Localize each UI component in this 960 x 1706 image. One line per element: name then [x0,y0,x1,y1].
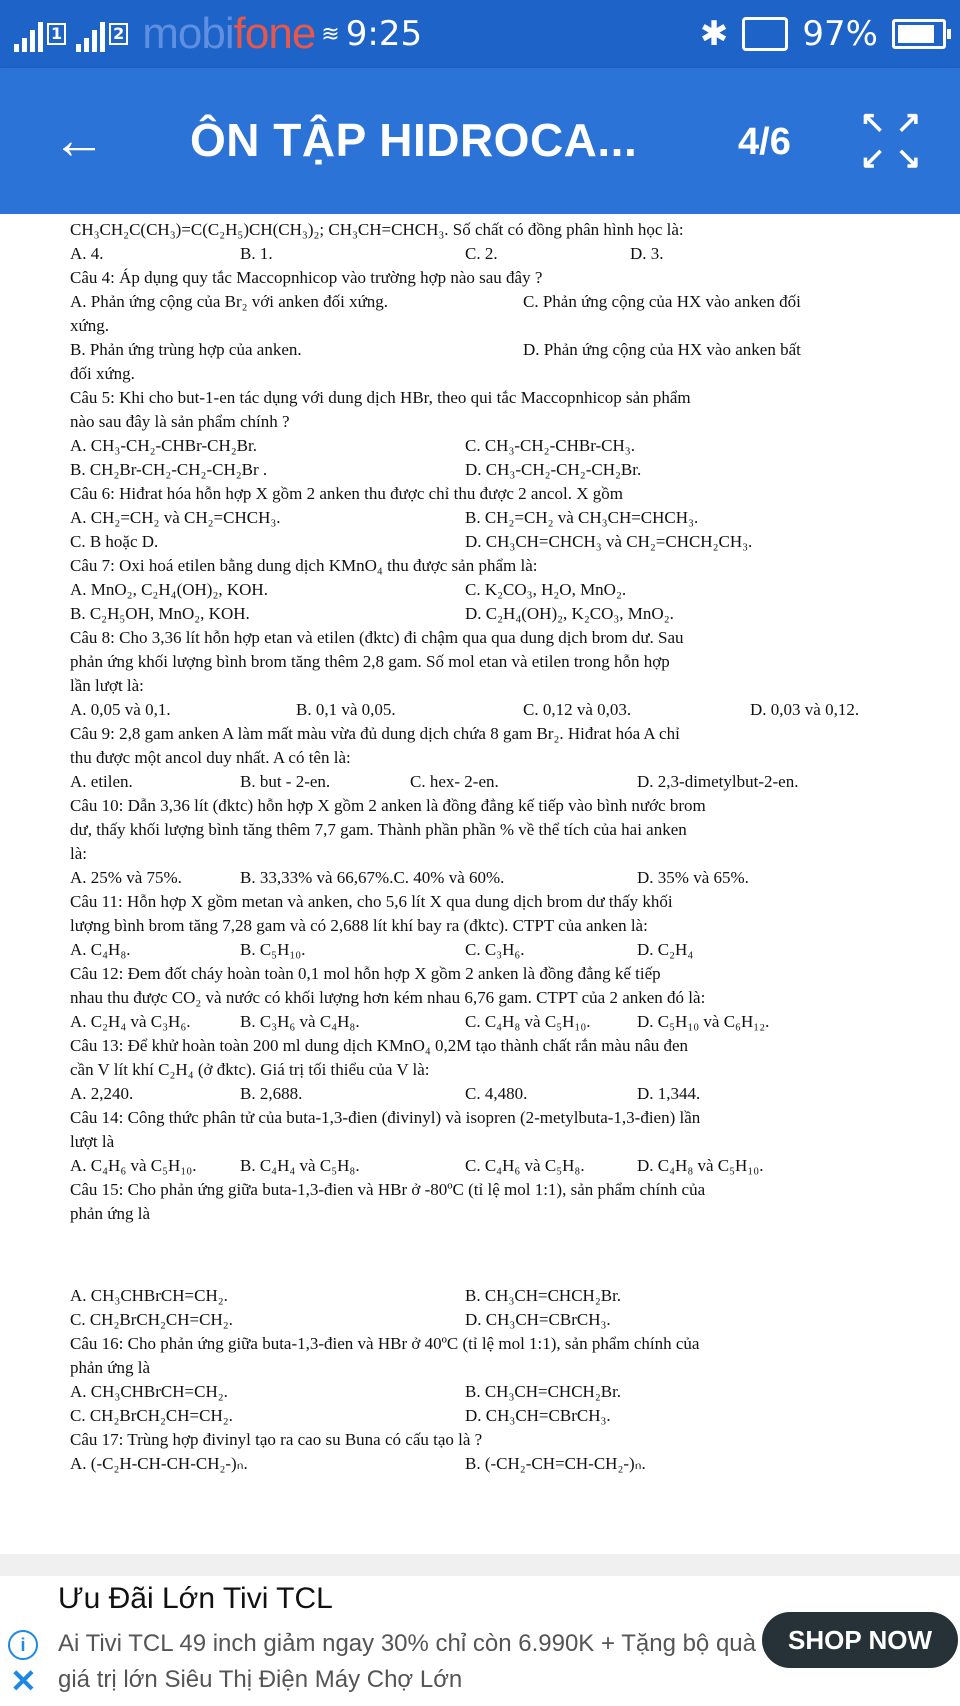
line-segment: Câu 7: Oxi hoá etilen bằng dung dịch KMnO₄ thu được sản phẩm là: [70,556,538,575]
line-segment: B. C₂H₅OH, MnO₂, KOH. [70,604,250,623]
line-segment: C. CH₃-CH₂-CHBr-CH₃. [465,436,635,455]
line-segment: lượt là [70,1132,115,1151]
document-line [70,410,900,434]
line-segment: B. but - 2-en. [240,772,331,791]
line-segment: D. CH₃-CH₂-CH₂-CH₂Br. [465,460,642,479]
info-icon[interactable]: i [8,1630,38,1660]
line-segment: B. CH₃CH=CHCH₂Br. [465,1286,622,1305]
document-line [70,1106,900,1130]
document-line [70,578,900,602]
line-segment: nào sau đây là sản phẩm chính ? [70,412,290,431]
document-line [70,1154,900,1178]
fullscreen-icon[interactable]: ↖ ↗ ↙ ↘ [860,106,922,175]
document-line [70,890,900,914]
document-line [70,818,900,842]
document-line [70,530,900,554]
line-segment: D. 0,03 và 0,12. [750,700,860,719]
line-segment: D. C₅H₁₀ và C₆H₁₂. [637,1012,770,1031]
line-segment: lượng bình brom tăng 7,28 gam và có 2,688 lít khí bay ra (đktc). CTPT của anken là: [70,916,648,935]
line-segment: B. CH₂Br-CH₂-CH₂-CH₂Br . [70,460,268,479]
page-indicator: 4/6 [738,121,791,163]
document-line [70,986,900,1010]
ad-banner[interactable] [0,1576,960,1706]
shop-now-button[interactable]: SHOP NOW [762,1612,958,1668]
document-line [70,1308,900,1332]
line-segment: D. CH₃CH=CHCH₃ và CH₂=CHCH₂CH₃. [465,532,753,551]
document-line [70,1202,900,1284]
document-line [70,290,900,314]
line-segment: A. CH₃CHBrCH=CH₂. [70,1286,228,1305]
line-segment: B. C₅H₁₀. [240,940,306,959]
line-segment: C. C₄H₈ và C₅H₁₀. [465,1012,591,1031]
line-segment: A. 0,05 và 0,1. [70,700,171,719]
line-segment: A. CH₃-CH₂-CHBr-CH₂Br. [70,436,257,455]
signal2-icon [76,16,105,52]
document-line [70,698,900,722]
document-title: ÔN TẬP HIDROCA... [190,114,638,166]
document-page[interactable] [0,214,960,1554]
line-segment: thu được một ancol duy nhất. A có tên là: [70,748,351,767]
line-segment: C. C₄H₆ và C₅H₈. [465,1156,585,1175]
line-segment: B. 1. [240,244,273,263]
document-line [70,1452,900,1476]
document-line [70,770,900,794]
line-segment: C. 0,12 và 0,03. [523,700,632,719]
document-line [70,1428,900,1452]
line-segment: D. C₂H₄(OH)₂, K₂CO₃, MnO₂. [465,604,674,623]
close-icon[interactable]: ✕ [10,1663,37,1699]
document-line [70,794,900,818]
line-segment: D. CH₃CH=CBrCH₃. [465,1310,611,1329]
line-segment: C. Phản ứng cộng của HX vào anken đối [523,292,801,311]
document-line [70,482,900,506]
app-bar [0,68,960,214]
line-segment: Câu 8: Cho 3,36 lít hỗn hợp etan và etilen (đktc) đi chậm qua qua dung dịch brom dư. Sau [70,628,684,647]
line-segment: A. C₂H₄ và C₃H₆. [70,1012,191,1031]
document-line [70,866,900,890]
ad-title[interactable]: Ưu Đãi Lớn Tivi TCL [58,1582,333,1615]
line-segment: D. 3. [630,244,664,263]
line-segment: phản ứng khối lượng bình brom tăng thêm 2,8 gam. Số mol etan và etilen trong hỗn hợp [70,652,670,671]
document-line [70,1010,900,1034]
line-segment: CH₃CH₂C(CH₃)=C(C₂H₅)CH(CH₃)₂; CH₃CH=CHCH₃. Số chất có đồng phân hình học là: [70,220,684,239]
line-segment: A. 25% và 75%. [70,868,182,887]
line-segment: A. CH₃CHBrCH=CH₂. [70,1382,228,1401]
carrier-logo: mobifone [142,9,316,58]
document-line [70,338,900,362]
line-segment: Câu 9: 2,8 gam anken A làm mất màu vừa đủ dung dịch chứa 8 gam Br₂. Hiđrat hóa A chỉ [70,724,680,743]
sim2-badge: 2 [109,23,128,45]
line-segment: A. etilen. [70,772,133,791]
document-line [70,1130,900,1154]
cast-icon [742,17,788,51]
line-segment: A. 2,240. [70,1084,134,1103]
line-segment: C. CH₂BrCH₂CH=CH₂. [70,1310,233,1329]
document-line [70,938,900,962]
document-line [70,1356,900,1380]
line-segment: B. 0,1 và 0,05. [296,700,396,719]
line-segment: C. 2. [465,244,498,263]
line-segment: A. C₄H₆ và C₅H₁₀. [70,1156,197,1175]
line-segment: Câu 6: Hiđrat hóa hỗn hợp X gồm 2 anken thu được chỉ thu được 2 ancol. X gồm [70,484,623,503]
line-segment: D. C₂H₄ [637,940,694,959]
status-bar [0,0,960,68]
line-segment: Câu 4: Áp dụng quy tắc Maccopnhicop vào trường hợp nào sau đây ? [70,268,543,287]
back-arrow-icon[interactable]: ← [52,110,106,170]
line-segment: D. CH₃CH=CBrCH₃. [465,1406,611,1425]
line-segment: A. MnO₂, C₂H₄(OH)₂, KOH. [70,580,268,599]
document-line [70,962,900,986]
line-segment: C. 4,480. [465,1084,528,1103]
line-segment: lần lượt là: [70,676,144,695]
line-segment: B. 2,688. [240,1084,303,1103]
line-segment: C. hex- 2-en. [410,772,499,791]
document-line [70,506,900,530]
line-segment: cần V lít khí C₂H₄ (ở đktc). Giá trị tối thiểu của V là: [70,1060,430,1079]
document-line [70,1178,900,1202]
battery-percent: 97% [802,14,878,54]
document-line [70,1082,900,1106]
line-segment: Câu 10: Dẫn 3,36 lít (đktc) hỗn hợp X gồm 2 anken là đồng đẳng kế tiếp vào bình nước brom [70,796,706,815]
line-segment: Câu 13: Để khử hoàn toàn 200 ml dung dịch KMnO₄ 0,2M tạo thành chất rắn màu nâu đen [70,1036,689,1055]
document-line [70,1034,900,1058]
line-segment: C. C₃H₆. [465,940,525,959]
line-segment: B. (-CH₂-CH=CH-CH₂-)ₙ. [465,1454,646,1473]
clock: 9:25 [345,14,423,54]
document-line [70,266,900,290]
document-line [70,626,900,650]
line-segment: A. C₄H₈. [70,940,131,959]
line-segment: phản ứng là [70,1204,151,1223]
line-segment: C. K₂CO₃, H₂O, MnO₂. [465,580,627,599]
line-segment: phản ứng là [70,1358,151,1377]
line-segment: nhau thu được CO₂ và nước có khối lượng hơn kém nhau 6,76 gam. CTPT của 2 anken đó là: [70,988,706,1007]
sim1-badge: 1 [47,23,66,45]
document-line [70,1284,900,1308]
ad-description[interactable]: Ai Tivi TCL 49 inch giảm ngay 30% chỉ còn 6.990K + Tặng bộ quà giá trị lớn Siêu Thị Điện Máy Chợ Lớn [58,1630,756,1693]
line-segment: A. CH₂=CH₂ và CH₂=CHCH₃. [70,508,281,527]
line-segment: A. 4. [70,244,104,263]
document-line [70,914,900,938]
battery-icon [892,19,946,49]
line-segment: B. Phản ứng trùng hợp của anken. [70,340,302,359]
line-segment: là: [70,844,87,863]
document-line [70,842,900,866]
line-segment: Câu 5: Khi cho but-1-en tác dụng với dung dịch HBr, theo qui tắc Maccopnhicop sản phẩm [70,388,691,407]
line-segment: đối xứng. [70,364,135,383]
line-segment: D. 1,344. [637,1084,701,1103]
line-segment: D. 35% và 65%. [637,868,749,887]
line-segment: xứng. [70,316,109,335]
line-segment: B. C₃H₆ và C₄H₈. [240,1012,360,1031]
line-segment: B. CH₃CH=CHCH₂Br. [465,1382,622,1401]
document-line [70,458,900,482]
line-segment: D. C₄H₈ và C₅H₁₀. [637,1156,764,1175]
document-line [70,1332,900,1356]
document-text [70,218,900,1476]
document-line [70,242,900,266]
document-line [70,602,900,626]
document-line [70,746,900,770]
ad-divider [0,1554,960,1576]
line-segment: A. Phản ứng cộng của Br₂ với anken đối xứng. [70,292,389,311]
wifi-icon: ≋ [321,21,340,47]
line-segment: B. 33,33% và 66,67%.C. 40% và 60%. [240,868,505,887]
line-segment: Câu 12: Đem đốt cháy hoàn toàn 0,1 mol hỗn hợp X gồm 2 anken là đồng đẳng kế tiếp [70,964,661,983]
line-segment: B. C₄H₄ và C₅H₈. [240,1156,360,1175]
line-segment: C. CH₂BrCH₂CH=CH₂. [70,1406,233,1425]
line-segment: C. B hoặc D. [70,532,159,551]
document-line [70,674,900,698]
signal-icon [14,16,43,52]
document-line [70,314,900,338]
document-line [70,1404,900,1428]
line-segment: Câu 17: Trùng hợp đivinyl tạo ra cao su Buna có cấu tạo là ? [70,1430,483,1449]
document-line [70,1058,900,1082]
document-line [70,554,900,578]
document-line [70,722,900,746]
line-segment: Câu 14: Công thức phân tử của buta-1,3-đien (đivinyl) và isopren (2-metylbuta-1,3-đien) lần [70,1108,701,1127]
document-line [70,434,900,458]
line-segment: Câu 16: Cho phản ứng giữa buta-1,3-đien và HBr ở 40ºC (tỉ lệ mol 1:1), sản phẩm chính của [70,1334,700,1353]
bluetooth-icon: ✱ [699,14,729,54]
document-line [70,650,900,674]
document-line [70,1380,900,1404]
document-line [70,362,900,386]
line-segment: D. Phản ứng cộng của HX vào anken bất [523,340,801,359]
line-segment: dư, thấy khối lượng bình tăng thêm 7,7 gam. Thành phần phần % về thể tích của hai anken [70,820,687,839]
document-line [70,218,900,242]
line-segment: D. 2,3-dimetylbut-2-en. [637,772,799,791]
line-segment: A. (-C₂H-CH-CH-CH₂-)ₙ. [70,1454,248,1473]
document-line [70,386,900,410]
line-segment: Câu 11: Hỗn hợp X gồm metan và anken, cho 5,6 lít X qua dung dịch brom dư thấy khối [70,892,673,911]
line-segment: Câu 15: Cho phản ứng giữa buta-1,3-đien và HBr ở -80ºC (tỉ lệ mol 1:1), sản phẩm chính của [70,1180,706,1199]
line-segment: B. CH₂=CH₂ và CH₃CH=CHCH₃. [465,508,699,527]
